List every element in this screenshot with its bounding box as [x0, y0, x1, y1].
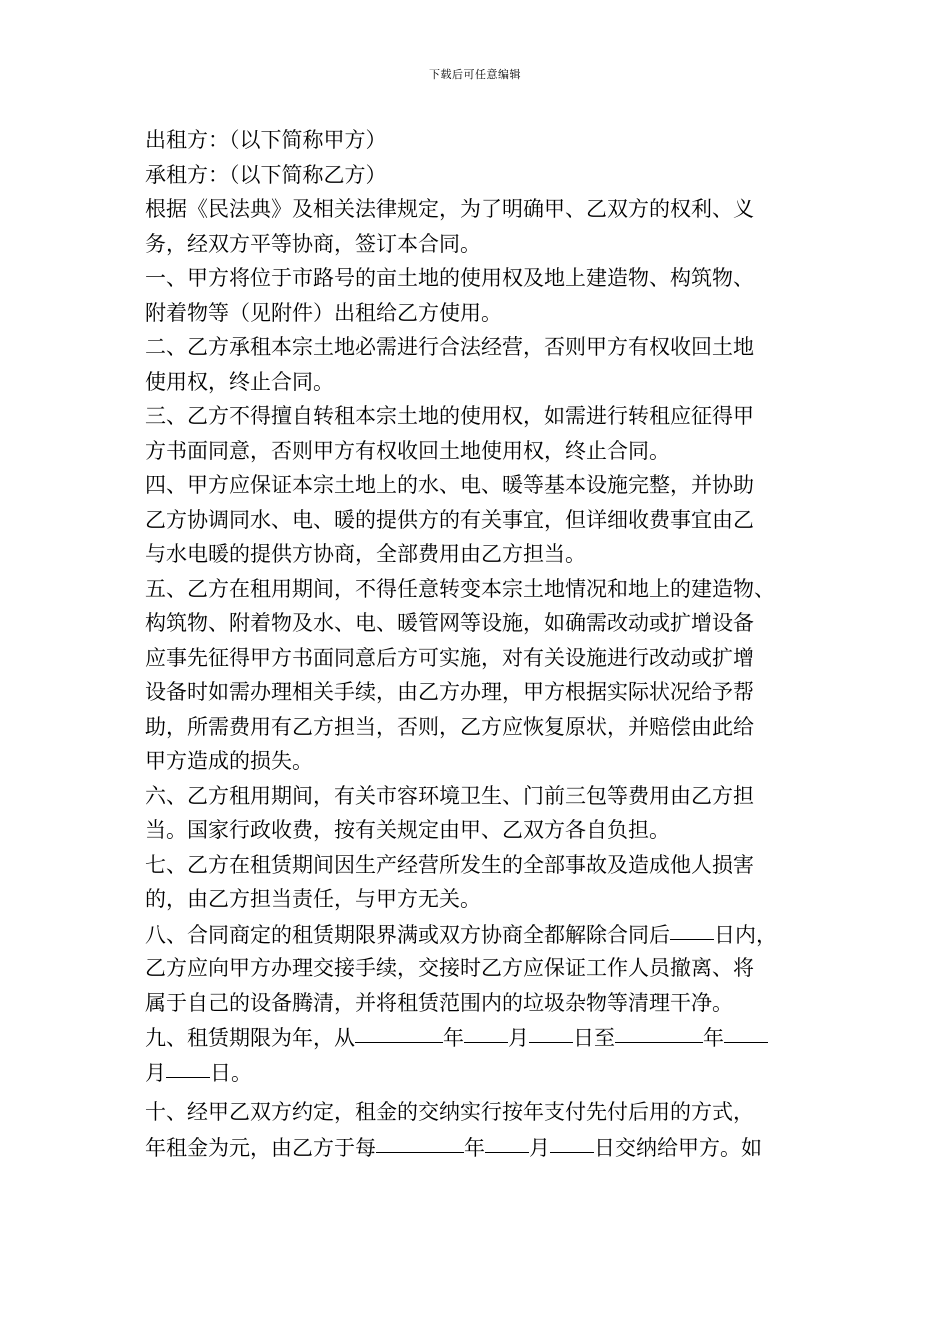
clause-4-line-2: 乙方协调同水、电、暖的提供方的有关事宜，但详细收费事宜由乙: [145, 507, 754, 532]
clause-9-text-a: 九、租赁期限为年，从: [145, 1026, 355, 1050]
clause-9-text-b: 年: [443, 1026, 464, 1050]
end-month-blank[interactable]: [724, 1020, 768, 1043]
clause-1-line-2: 附着物等（见附件）出租给乙方使用。: [145, 300, 502, 325]
clause-10-text-d: 日交纳给甲方。如: [594, 1135, 762, 1160]
clause-8-line-3: 属于自己的设备腾清，并将租赁范围内的垃圾杂物等清理干净。: [145, 990, 733, 1015]
preamble-line-2: 务，经双方平等协商，签订本合同。: [145, 231, 481, 256]
start-month-blank[interactable]: [464, 1020, 508, 1043]
clause-9-line-2: [145, 1055, 815, 1090]
clause-8-line-1: [145, 917, 815, 952]
end-year-blank[interactable]: [615, 1020, 703, 1043]
clause-9-text-g: 日。: [210, 1060, 252, 1085]
clause-9-text-d: 日至: [573, 1026, 615, 1050]
clause-10-line-1: 十、经甲乙双方约定，租金的交纳实行按年支付先付后用的方式，: [145, 1100, 754, 1124]
clause-5-line-2: 构筑物、附着物及水、电、暖管网等设施，如确需改动或扩增设备: [145, 611, 754, 635]
clause-4-line-3: 与水电暖的提供方协商，全部费用由乙方担当。: [145, 542, 586, 566]
clause-7-line-1: 七、乙方在租赁期间因生产经营所发生的全部事故及造成他人损害: [145, 852, 754, 877]
preamble-line-1: 根据《民法典》及相关法律规定，为了明确甲、乙双方的权利、义: [145, 197, 754, 221]
payment-year-blank[interactable]: [376, 1130, 464, 1153]
header-note: 下载后可任意编辑: [429, 68, 521, 81]
clause-5-line-1: 五、乙方在租用期间，不得任意转变本宗土地情况和地上的建造物、: [145, 576, 775, 601]
clause-8-line-2: 乙方应向甲方办理交接手续，交接时乙方应保证工作人员撤离、将: [145, 956, 754, 980]
payment-month-blank[interactable]: [485, 1130, 529, 1153]
clause-8-text-a: 八、合同商定的租赁期限界满或双方协商全都解除合同后: [145, 922, 670, 947]
days-blank[interactable]: [670, 917, 714, 940]
clause-6-line-1: 六、乙方租用期间，有关市容环境卫生、门前三包等费用由乙方担: [145, 783, 754, 808]
clause-5-line-5: 助，所需费用有乙方担当，否则，乙方应恢复原状，并赔偿由此给: [145, 714, 754, 739]
payment-day-blank[interactable]: [550, 1130, 594, 1153]
clause-9-line-1: [145, 1020, 815, 1055]
clause-9-text-f: 月: [145, 1060, 166, 1085]
party-lessee-line: 承租方：（以下简称乙方）: [145, 162, 387, 187]
clause-4-line-1: 四、甲方应保证本宗土地上的水、电、暖等基本设施完整，并协助: [145, 473, 754, 497]
clause-5-line-3: 应事先征得甲方书面同意后方可实施，对有关设施进行改动或扩增: [145, 645, 754, 670]
clause-10-text-c: 月: [529, 1135, 550, 1160]
clause-1-line-1: 一、甲方将位于市路号的亩土地的使用权及地上建造物、构筑物、: [145, 266, 754, 290]
clause-6-line-2: 当。国家行政收费，按有关规定由甲、乙双方各自负担。: [145, 818, 670, 842]
clause-7-line-2: 的，由乙方担当责任，与甲方无关。: [145, 887, 481, 911]
clause-10-text-b: 年: [464, 1135, 485, 1160]
start-year-blank[interactable]: [355, 1020, 443, 1043]
end-day-blank[interactable]: [166, 1055, 210, 1078]
clause-2-line-2: 使用权，终止合同。: [145, 369, 334, 394]
party-lessor-line: 出租方：（以下简称甲方）: [145, 128, 387, 152]
clause-3-line-2: 方书面同意，否则甲方有权收回土地使用权，终止合同。: [145, 438, 670, 463]
clause-5-line-4: 设备时如需办理相关手续，由乙方办理，甲方根据实际状况给予帮: [145, 680, 754, 704]
clause-2-line-1: 二、乙方承租本宗土地必需进行合法经营，否则甲方有权收回土地: [145, 335, 754, 359]
clause-10-text-a: 年租金为元，由乙方于每: [145, 1135, 376, 1160]
clause-8-text-b: 日内，: [714, 922, 777, 947]
clause-5-line-6: 甲方造成的损失。: [145, 749, 313, 773]
clause-3-line-1: 三、乙方不得擅自转租本宗土地的使用权，如需进行转租应征得甲: [145, 404, 754, 428]
clause-9-text-e: 年: [703, 1026, 724, 1050]
clause-10-line-2: [145, 1130, 815, 1165]
contract-body: [145, 123, 815, 1164]
clause-9-text-c: 月: [508, 1026, 529, 1050]
start-day-blank[interactable]: [529, 1020, 573, 1043]
